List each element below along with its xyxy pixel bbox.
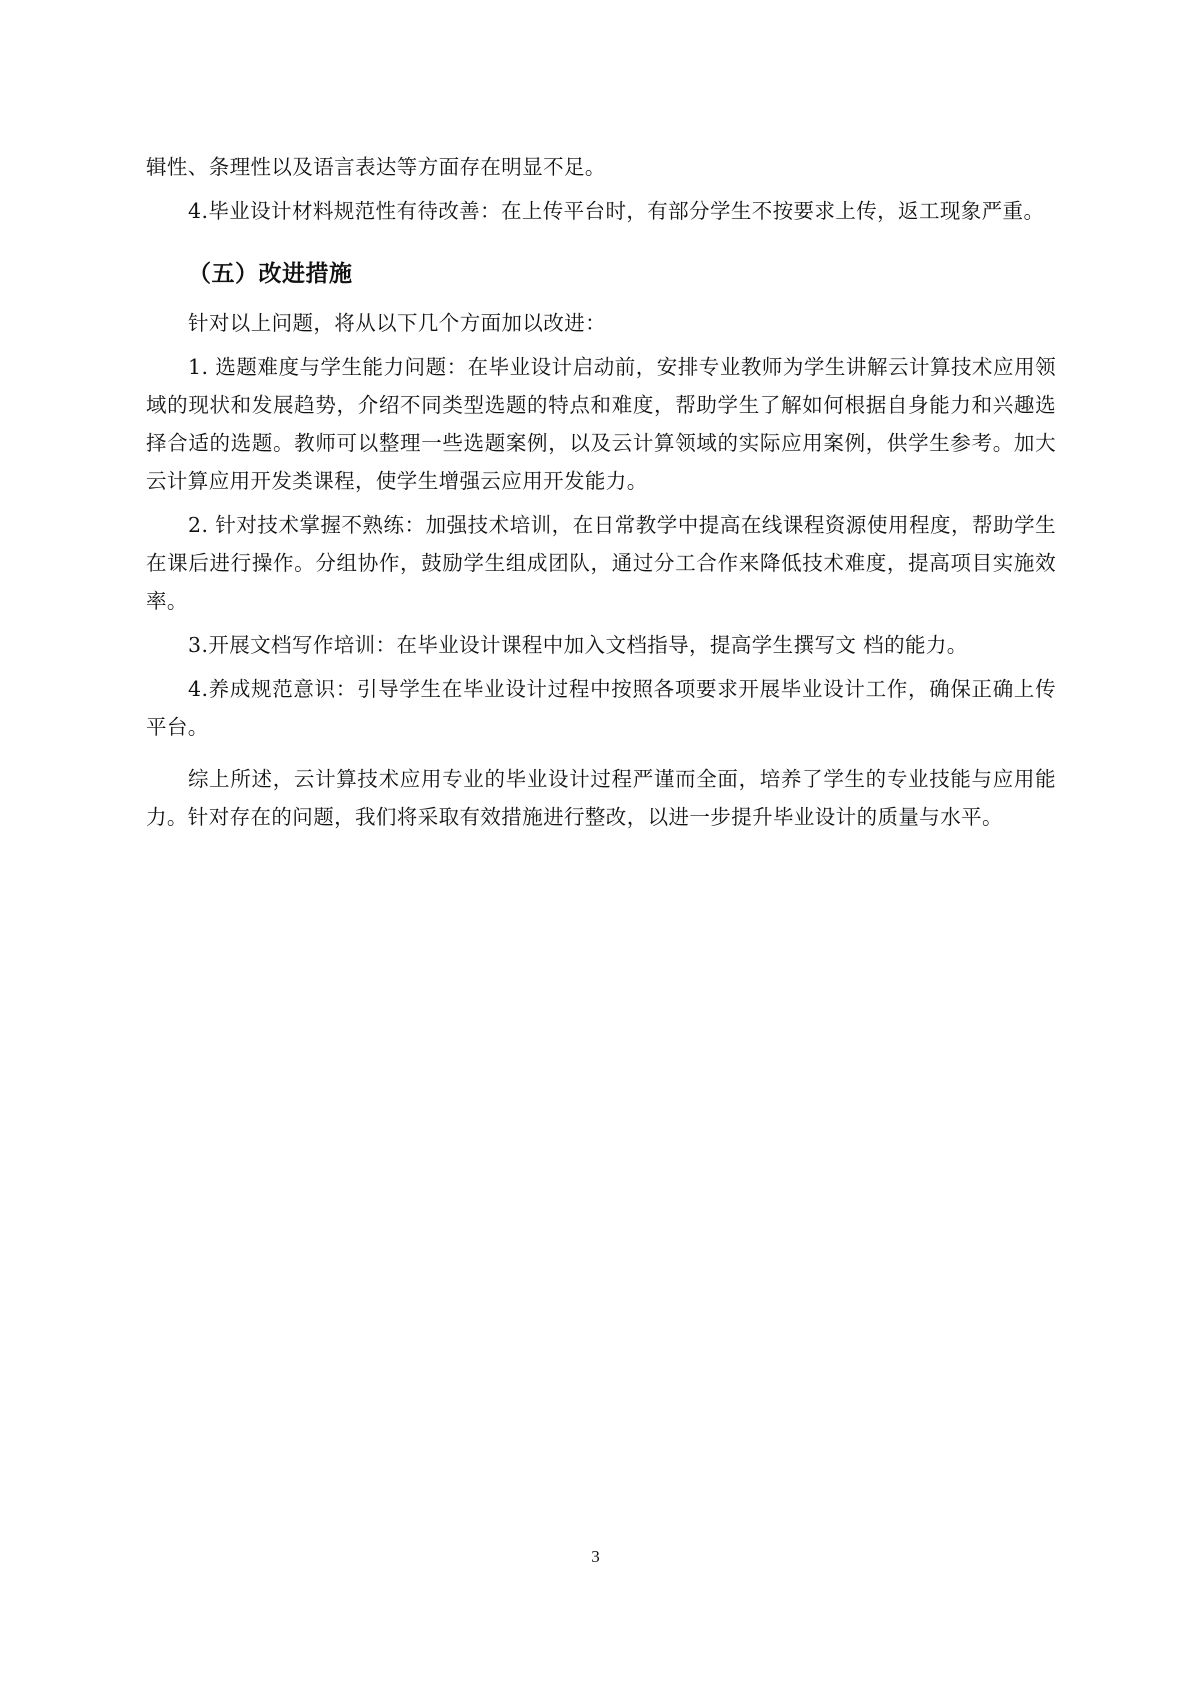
measure-1-paragraph: 1. 选题难度与学生能力问题：在毕业设计启动前，安排专业教师为学生讲解云计算技术应用领域的现状和发展趋势，介绍不同类型选题的特点和难度，帮助学生了解如何根据自身能力和兴趣选择合适的选题。教师可以整理一些选题案例，以及云计算领域的实际应用案例，供学生参考。加大云计算应用开发类课程，使学生增强云应用开发能力。	[146, 355, 1056, 493]
page-body	[146, 148, 1056, 836]
issue-4-paragraph: 4.毕业设计材料规范性有待改善：在上传平台时，有部分学生不按要求上传，返工现象严重。	[188, 199, 1045, 223]
section-heading: （五）改进措施	[188, 261, 353, 287]
measure-3-paragraph: 3.开展文档写作培训：在毕业设计课程中加入文档指导，提高学生撰写文 档的能力。	[188, 633, 968, 657]
conclusion-paragraph: 综上所述，云计算技术应用专业的毕业设计过程严谨而全面，培养了学生的专业技能与应用能力。针对存在的问题，我们将采取有效措施进行整改，以进一步提升毕业设计的质量与水平。	[146, 767, 1056, 829]
page-number: 3	[591, 1547, 600, 1566]
measure-2-paragraph: 2. 针对技术掌握不熟练：加强技术培训，在日常教学中提高在线课程资源使用程度，帮助学生在课后进行操作。分组协作，鼓励学生组成团队，通过分工合作来降低技术难度，提高项目实施效率。	[146, 513, 1056, 613]
continuation-paragraph: 辑性、条理性以及语言表达等方面存在明显不足。	[146, 155, 606, 179]
measure-4-paragraph: 4.养成规范意识：引导学生在毕业设计过程中按照各项要求开展毕业设计工作，确保正确上传平台。	[146, 677, 1056, 739]
intro-paragraph: 针对以上问题，将从以下几个方面加以改进：	[188, 311, 606, 335]
